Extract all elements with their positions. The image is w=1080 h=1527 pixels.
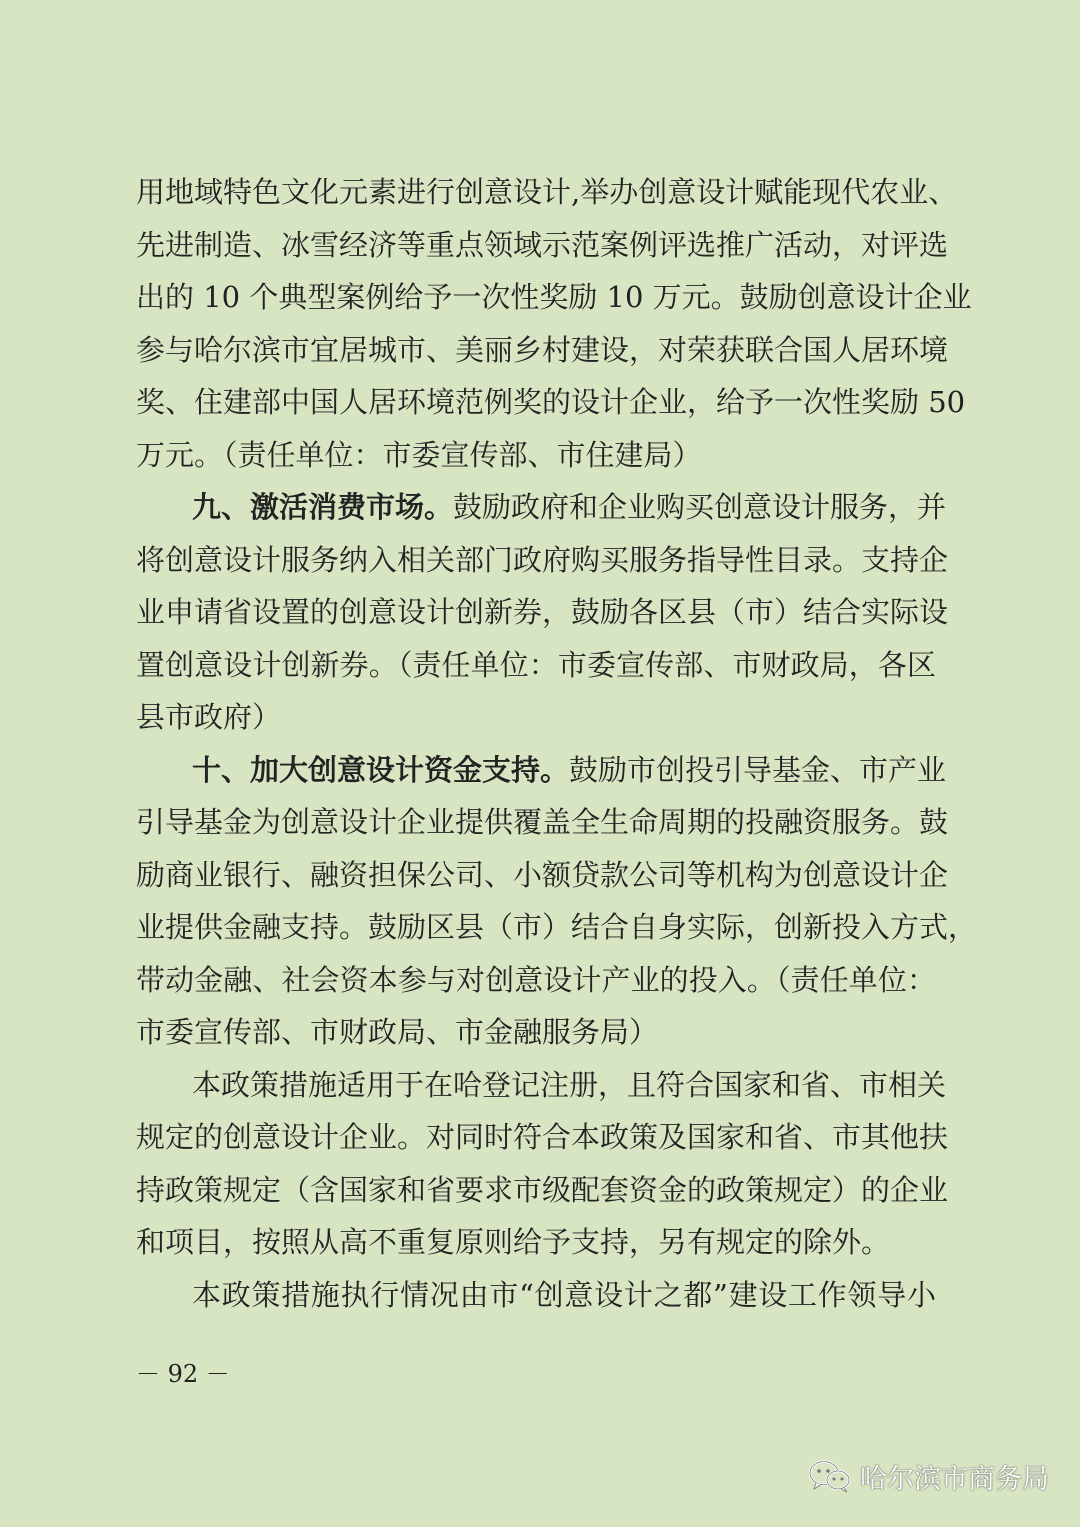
text-line: 业申请省设置的创意设计创新券，鼓励各区县（市）结合实际设	[136, 595, 949, 629]
text-line: 万元。（责任单位：市委宣传部、市住建局）	[136, 438, 702, 472]
section-10-heading: 十、加大创意设计资金支持。	[192, 753, 570, 787]
page-number: － 92 －	[136, 1360, 230, 1388]
text-line: 引导基金为创意设计企业提供覆盖全生命周期的投融资服务。鼓	[136, 805, 949, 839]
text-line: 奖、住建部中国人居环境范例奖的设计企业，给予一次性奖励 50	[136, 385, 966, 419]
text-line: 持政策规定（含国家和省要求市级配套资金的政策规定）的企业	[136, 1173, 949, 1207]
text-line: 将创意设计服务纳入相关部门政府购买服务指导性目录。支持企	[136, 543, 949, 577]
section-9-heading: 九、激活消费市场。	[192, 490, 454, 524]
text-line: 规定的创意设计企业。对同时符合本政策及国家和省、市其他扶	[136, 1120, 949, 1154]
text-line: 和项目，按照从高不重复原则给予支持，另有规定的除外。	[136, 1225, 891, 1259]
text-line: 业提供金融支持。鼓励区县（市）结合自身实际，创新投入方式，	[136, 910, 978, 944]
text-line: 本政策措施执行情况由市“创意设计之都”建设工作领导小	[192, 1278, 936, 1312]
section-10-text: 鼓励市创投引导基金、市产业	[569, 753, 947, 787]
wechat-icon	[808, 1458, 852, 1494]
watermark-text: 哈尔滨市商务局	[860, 1463, 1049, 1495]
text-line: 市委宣传部、市财政局、市金融服务局）	[136, 1015, 659, 1049]
section-10-first-line	[192, 750, 947, 790]
text-line: 县市政府）	[136, 700, 282, 734]
text-line: 先进制造、冰雪经济等重点领域示范案例评选推广活动，对评选	[136, 228, 949, 262]
text-line: 置创意设计创新券。（责任单位：市委宣传部、市财政局，各区	[136, 648, 936, 682]
text-line: 励商业银行、融资担保公司、小额贷款公司等机构为创意设计企	[136, 858, 949, 892]
text-line: 用地域特色文化元素进行创意设计,举办创意设计赋能现代农业、	[136, 175, 958, 209]
text-line: 出的 10 个典型案例给予一次性奖励 10 万元。鼓励创意设计企业	[136, 280, 972, 314]
text-line: 本政策措施适用于在哈登记注册，且符合国家和省、市相关	[192, 1068, 947, 1102]
text-line: 参与哈尔滨市宜居城市、美丽乡村建设，对荣获联合国人居环境	[136, 333, 949, 367]
section-9-text: 鼓励政府和企业购买创意设计服务，并	[453, 490, 947, 524]
section-9-first-line	[192, 487, 947, 527]
watermark	[808, 1452, 1049, 1500]
text-line: 带动金融、社会资本参与对创意设计产业的投入。（责任单位：	[136, 963, 936, 997]
